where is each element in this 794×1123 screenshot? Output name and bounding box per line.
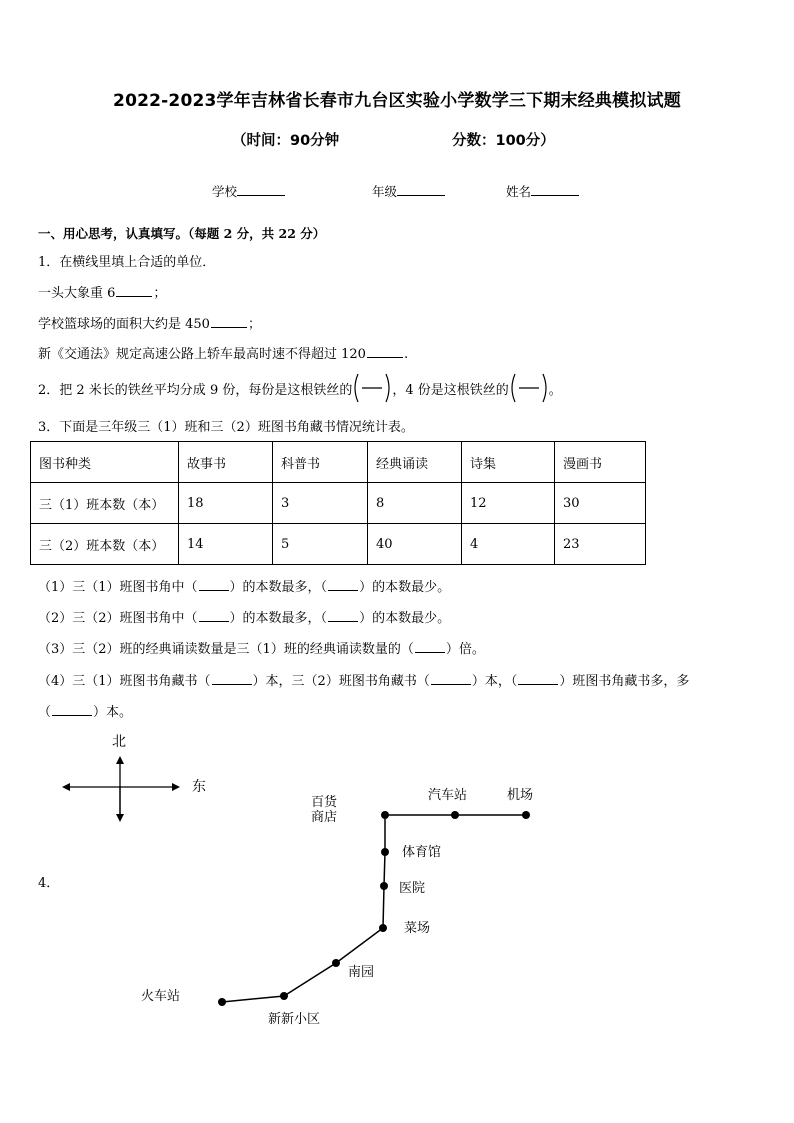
table-cell: 三（2）班本数（本） xyxy=(31,524,179,565)
grade-blank[interactable] xyxy=(397,183,445,196)
q3-sub4-text: ）本，三（2）班图书角藏书（ xyxy=(252,674,430,689)
q2-text3: 。 xyxy=(548,382,562,398)
table-cell: 40 xyxy=(368,524,462,565)
q3-sub1-blank2[interactable] xyxy=(328,579,358,591)
q3-sub3 xyxy=(38,638,485,657)
exam-score: 分数：100分） xyxy=(452,133,555,149)
station-dot-train-station xyxy=(218,998,226,1006)
name-field[interactable] xyxy=(506,182,579,200)
table-row xyxy=(31,524,646,565)
q1-blank3[interactable] xyxy=(367,346,403,358)
compass-north-label: 北 xyxy=(112,734,126,750)
table-header-cell: 科普书 xyxy=(273,442,368,483)
exam-time: （时间：90分钟 xyxy=(232,133,340,149)
compass-east-label: 东 xyxy=(192,779,206,795)
table-cell: 3 xyxy=(273,483,368,524)
q3-sub2-blank2[interactable] xyxy=(328,610,358,622)
table-cell: 14 xyxy=(179,524,273,565)
q3-sub4-text: ）本。 xyxy=(93,705,133,720)
q3-sub4-blank1[interactable] xyxy=(212,673,252,685)
station-dot-department-store xyxy=(381,811,389,819)
q2-text2: ，4 份是这根铁丝的 xyxy=(392,382,509,398)
q3-sub2-text: （2）三（2）班图书角中（ xyxy=(38,611,198,626)
table-cell: 4 xyxy=(462,524,555,565)
q1-stem: 1．在横线里填上合适的单位． xyxy=(38,255,216,270)
route-map xyxy=(0,720,794,1040)
label-train-station: 火车站 xyxy=(141,989,181,1004)
q3-sub2-text: ）的本数最多，（ xyxy=(229,611,328,626)
q1-line1-end: ； xyxy=(153,286,167,301)
table-header-cell: 诗集 xyxy=(462,442,555,483)
q1-line1-text: 一头大象重 6 xyxy=(38,286,116,301)
grade-label: 年级 xyxy=(372,184,398,199)
station-dot-south-park xyxy=(332,959,340,967)
q1-line3-end: . xyxy=(403,347,409,362)
table-header-cell: 漫画书 xyxy=(555,442,646,483)
label-south-park: 南园 xyxy=(348,965,375,980)
label-xinxin: 新新小区 xyxy=(268,1012,321,1027)
q4-number: 4． xyxy=(38,876,60,891)
q3-sub4-text: （4）三（1）班图书角藏书（ xyxy=(38,674,211,689)
q3-sub1-text: （1）三（1）班图书角中（ xyxy=(38,580,198,595)
q3-sub4 xyxy=(38,670,689,689)
label-market: 菜场 xyxy=(404,921,431,936)
q3-sub1-text: ）的本数最少。 xyxy=(359,580,451,595)
station-dot-gym xyxy=(381,848,389,856)
table-header-cell: 图书种类 xyxy=(31,442,179,483)
name-blank[interactable] xyxy=(531,183,579,196)
table-cell: 12 xyxy=(462,483,555,524)
q3-sub1 xyxy=(38,576,450,595)
q3-sub4-text: ）班图书角藏书多，多 xyxy=(559,674,690,689)
q3-stem: 3．下面是三年级三（1）班和三（2）班图书角藏书情况统计表。 xyxy=(38,420,414,435)
book-stats-table xyxy=(30,441,646,565)
q3-sub3-text: ）倍。 xyxy=(445,642,485,657)
q3-sub4-blank4[interactable] xyxy=(52,704,92,716)
label-department-store-1: 百货 xyxy=(311,795,338,810)
q3-sub4-text: ）本，（ xyxy=(471,674,518,689)
name-label: 姓名 xyxy=(506,184,532,199)
table-cell: 5 xyxy=(273,524,368,565)
q3-sub2-blank1[interactable] xyxy=(199,610,229,622)
station-dot-xinxin xyxy=(280,992,288,1000)
table-cell: 30 xyxy=(555,483,646,524)
q2-fraction-blank-1[interactable] xyxy=(352,372,392,404)
label-hospital: 医院 xyxy=(399,881,426,896)
section-heading: 一、用心思考，认真填写。（每题 2 分，共 22 分） xyxy=(38,226,326,241)
q3-sub3-blank[interactable] xyxy=(415,641,445,653)
q3-sub2-text: ）的本数最少。 xyxy=(359,611,451,626)
q1-line2 xyxy=(38,313,261,332)
label-airport: 机场 xyxy=(507,788,534,803)
station-dot-bus-station xyxy=(451,811,459,819)
table-header-row xyxy=(31,442,646,483)
school-label: 学校 xyxy=(212,184,238,199)
q1-line2-end: ； xyxy=(247,317,261,332)
q1-line2-text: 学校篮球场的面积大约是 450 xyxy=(38,317,210,332)
q2-fraction-blank-2[interactable] xyxy=(509,372,549,404)
q3-sub4-text: （ xyxy=(38,705,52,720)
station-dot-airport xyxy=(522,811,530,819)
q3-sub4-blank2[interactable] xyxy=(431,673,471,685)
table-row xyxy=(31,483,646,524)
label-bus-station: 汽车站 xyxy=(428,788,468,803)
q2 xyxy=(38,372,562,404)
compass-icon xyxy=(64,758,178,820)
q1-line1 xyxy=(38,282,166,301)
station-dot-hospital xyxy=(380,882,388,890)
q3-sub1-text: ）的本数最多，（ xyxy=(229,580,328,595)
q1-blank1[interactable] xyxy=(116,285,152,297)
q1-line3-text: 新《交通法》规定高速公路上轿车最高时速不得超过 120 xyxy=(38,347,366,362)
q3-sub1-blank1[interactable] xyxy=(199,579,229,591)
table-header-cell: 故事书 xyxy=(179,442,273,483)
q3-sub4-blank3[interactable] xyxy=(518,673,558,685)
q3-sub3-text: （3）三（2）班的经典诵读数量是三（1）班的经典诵读数量的（ xyxy=(38,642,414,657)
label-gym: 体育馆 xyxy=(402,845,442,860)
label-department-store-2: 商店 xyxy=(311,810,338,825)
q2-text1: 2．把 2 米长的铁丝平均分成 9 份，每份是这根铁丝的 xyxy=(38,382,353,398)
q3-sub4-cont xyxy=(38,701,132,720)
table-cell: 8 xyxy=(368,483,462,524)
q1-blank2[interactable] xyxy=(211,316,247,328)
station-dot-market xyxy=(379,924,387,932)
table-cell: 23 xyxy=(555,524,646,565)
table-header-cell: 经典诵读 xyxy=(368,442,462,483)
table-cell: 三（1）班本数（本） xyxy=(31,483,179,524)
q3-sub2 xyxy=(38,607,450,626)
grade-field[interactable] xyxy=(372,182,445,200)
school-blank[interactable] xyxy=(237,183,285,196)
school-field[interactable] xyxy=(212,182,285,200)
q1-line3 xyxy=(38,343,408,362)
page-title: 2022-2023学年吉林省长春市九台区实验小学数学三下期末经典模拟试题 xyxy=(113,91,681,111)
table-cell: 18 xyxy=(179,483,273,524)
